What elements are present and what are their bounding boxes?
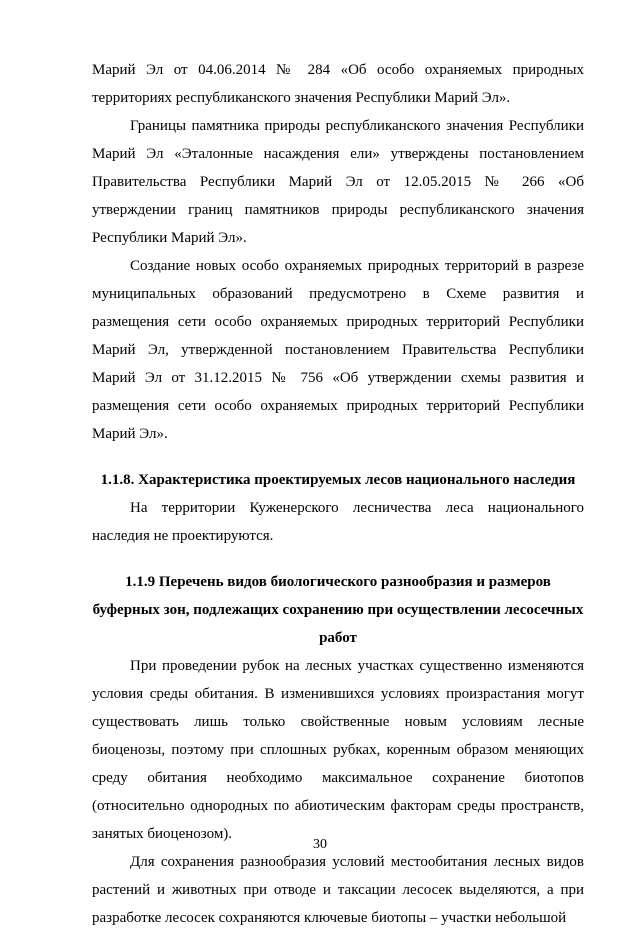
paragraph-national-heritage: На территории Куженерского лесничества леса национального наследия не проектируются. — [92, 500, 584, 544]
page-number: 30 — [313, 837, 327, 852]
paragraph-oopt-resolution: Марий Эл от 04.06.2014 № 284 «Об особо охраняемых природных территориях республиканского значения Республики Марий Эл». — [92, 62, 584, 106]
paragraph-logging-habitat: При проведении рубок на лесных участках существенно изменяются условия среды обитания. В изменившихся условиях произрастания могут существовать лишь только свойственные новым условиям лесные биоценозы, поэтому при сплошных рубках, коренным образом меняющих среду обитания необходимо максимальное сохранение биотопов (относительно однородных по абиотическим факторам среды пространств, занятых биоценозом). — [92, 658, 584, 842]
section-heading-1-1-8: 1.1.8. Характеристика проектируемых лесов национального наследия — [100, 472, 576, 488]
section-heading-1-1-9: 1.1.9 Перечень видов биологического разнообразия и размеров буферных зон, подлежащих сохранению при осуществлении лесосечных работ — [92, 574, 584, 646]
paragraph-monument-boundaries: Границы памятника природы республиканского значения Республики Марий Эл «Эталонные насаждения ели» утверждены постановлением Правительства Республики Марий Эл от 12.05.2015 № 266 «Об утверждении границ памятников природы республиканского значения Республики Марий Эл». — [92, 118, 584, 246]
document-page — [92, 56, 584, 932]
paragraph-key-biotopes: Для сохранения разнообразия условий местообитания лесных видов растений и животных при отводе и таксации лесосек выделяются, а при разработке лесосек сохраняются ключевые биотопы – участки небольшой — [92, 854, 584, 926]
paragraph-new-oopt: Создание новых особо охраняемых природных территорий в разрезе муниципальных образований предусмотрено в Схеме развития и размещения сети особо охраняемых природных территорий Республики Марий Эл, утвержденной постановлением Правительства Республики Марий Эл от 31.12.2015 № 756 «Об утверждении схемы развития и размещения сети особо охраняемых природных территорий Республики Марий Эл». — [92, 258, 584, 442]
